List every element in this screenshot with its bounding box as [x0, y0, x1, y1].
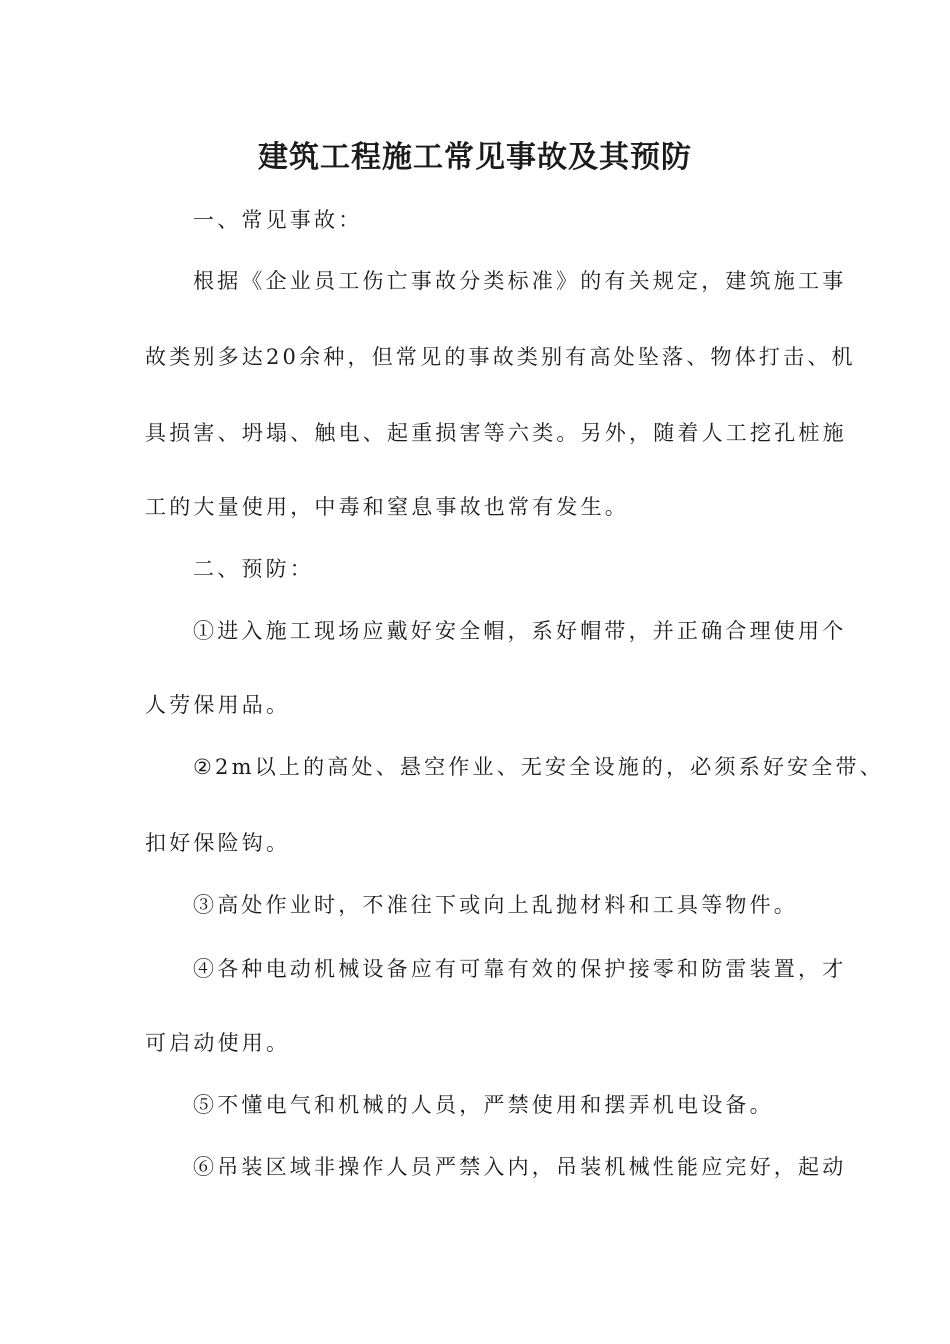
- list-item-4-continued: 可启动使用。: [145, 1031, 291, 1055]
- list-item-2-continued: 扣好保险钩。: [145, 831, 291, 855]
- list-item-3: ③高处作业时，不准往下或向上乱抛材料和工具等物件。: [193, 893, 798, 917]
- list-item-1: ①进入施工现场应戴好安全帽，系好帽带，并正确合理使用个: [193, 619, 847, 643]
- paragraph-line: 根据《企业员工伤亡事故分类标准》的有关规定，建筑施工事: [193, 269, 847, 293]
- document-title: 建筑工程施工常见事故及其预防: [258, 140, 692, 175]
- list-item-6: ⑥吊装区域非操作人员严禁入内，吊装机械性能应完好，起动: [193, 1155, 847, 1179]
- paragraph-line: 故类别多达20余种，但常见的事故类别有高处坠落、物体打击、机: [145, 345, 856, 369]
- list-item-1-continued: 人劳保用品。: [145, 693, 291, 717]
- list-item-2: ②2m以上的高处、悬空作业、无安全设施的，必须系好安全带、: [193, 755, 884, 779]
- list-item-5: ⑤不懂电气和机械的人员，严禁使用和摆弄机电设备。: [193, 1093, 774, 1117]
- paragraph-line: 具损害、坍塌、触电、起重损害等六类。另外，随着人工挖孔桩施: [145, 421, 847, 445]
- section-heading-prevention: 二、预防：: [193, 557, 314, 581]
- section-heading-accidents: 一、常见事故：: [193, 208, 363, 232]
- paragraph-line: 工的大量使用，中毒和窒息事故也常有发生。: [145, 495, 629, 519]
- list-item-4: ④各种电动机械设备应有可靠有效的保护接零和防雷装置，才: [193, 957, 847, 981]
